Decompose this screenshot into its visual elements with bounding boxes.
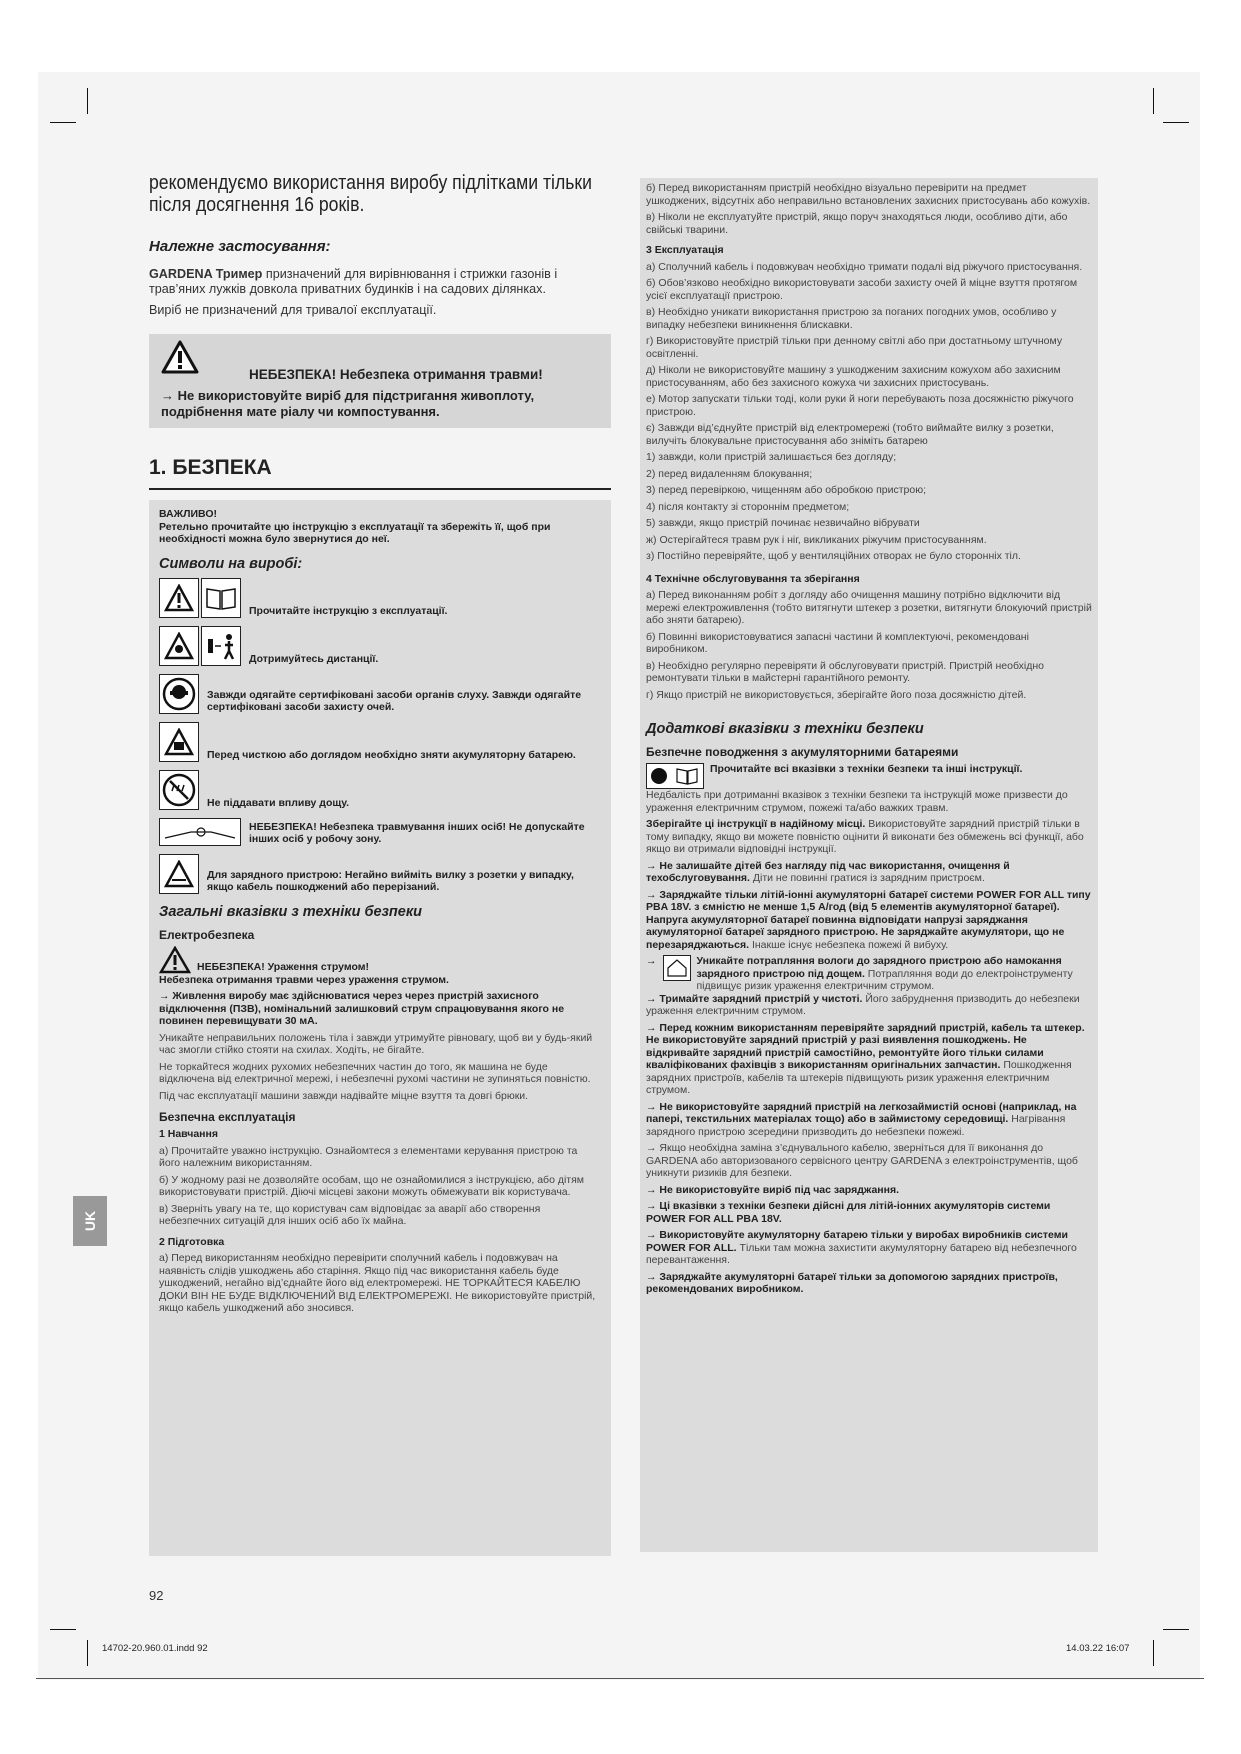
symbol-row bbox=[159, 674, 601, 714]
general-p1: Уникайте неправильних положень тіла і завжди утримуйте рівновагу, щоб ви у будь-який час змогли стійко стояти на схилах. Ходіть, не бігайте. bbox=[159, 1031, 593, 1056]
cable-text: → Якщо необхідна заміна з’єднувального кабелю, зверніться для її виконання до GARDENA або авторизованого сервісного центру GARDENA з електроінструментів, щоб уникнути ризиків для безпеки. bbox=[646, 1142, 1078, 1179]
crop-mark bbox=[87, 88, 88, 114]
warning-triangle-icon bbox=[161, 340, 199, 374]
safe-op-heading: Безпечна експлуатація bbox=[159, 1110, 296, 1124]
symbol-row bbox=[159, 722, 601, 762]
electro-danger-row bbox=[159, 946, 601, 974]
slug-filename: 14702-20.960.01.indd 92 bbox=[102, 1643, 208, 1654]
operation-item: е) Мотор запускати тільки тоді, коли руки й ноги перебувають поза досяжністю ріжучого пристрою. bbox=[646, 393, 1074, 418]
language-tab: UK bbox=[73, 1196, 107, 1246]
prep-heading: 2 Підготовка bbox=[159, 1235, 225, 1248]
crop-mark bbox=[1163, 122, 1189, 123]
symbol-row bbox=[159, 578, 601, 618]
crop-mark bbox=[87, 1640, 88, 1666]
usage-heading: Належне застосування: bbox=[149, 238, 331, 255]
operation-item: 1) завжди, коли пристрій залишається без догляду; bbox=[646, 451, 897, 463]
electro-rcd: → Живлення виробу має здійснюватися через через пристрій захисного відключення (ПЗВ), номінальний залишковий струм спрацювування якого не повинен перевищувати 30 мА. bbox=[159, 990, 565, 1027]
maint-item: в) Необхідно регулярно перевіряти й обслуговувати пристрій. Пристрій необхідно ремонтувати тільки в майстерні гарантійного ремонту. bbox=[646, 659, 1044, 684]
symbol-text: Для зарядного пристрою: Негайно вийміть вилку з розетки у випадку, якщо кабель пошкоджений або перерізаний. bbox=[207, 868, 574, 893]
section-title: 1. БЕЗПЕКА bbox=[149, 456, 611, 490]
keep-distance-icon bbox=[201, 626, 241, 666]
symbol-text: Завжди одягайте сертифіковані засоби органів слуху. Завжди одягайте сертифіковані засоби захисту очей. bbox=[207, 688, 582, 713]
extra-heading: Додаткові вказівки з техніки безпеки bbox=[646, 721, 924, 737]
symbol-text: НЕБЕЗПЕКА! Небезпека травмування інших осіб! Не допускайте інших осіб у робочу зону. bbox=[249, 820, 585, 845]
read-all-row bbox=[646, 763, 1092, 789]
no-moisture-icon bbox=[663, 955, 691, 981]
symbol-row bbox=[159, 770, 601, 810]
use-only-text: → Використовуйте акумуляторну батарею тільки у виробах виробників системи POWER FOR ALL. Тільки там можна захистити акумуляторну батарею від небезпечного перевантаження. bbox=[646, 1229, 1077, 1266]
general-p3: Під час експлуатації машини завжди надівайте міцне взуття та довгі брюки. bbox=[159, 1089, 529, 1102]
slug-rule bbox=[36, 1678, 1204, 1679]
symbol-text: Не піддавати впливу дощу. bbox=[207, 797, 350, 809]
prep-item: в) Ніколи не експлуатуйте пристрій, якщо поруч знаходяться люди, особливо діти, або свійські тварини. bbox=[646, 211, 1068, 236]
children-text: → Не залишайте дітей без нагляду під час використання, очищення й техобслуговування. Діти не повинні гратися із зарядним пристроєм. bbox=[646, 859, 1010, 884]
operation-item: г) Використовуйте пристрій тільки при денному світлі або при достатньому штучному освітленні. bbox=[646, 335, 1063, 360]
book-icon bbox=[201, 578, 241, 618]
symbol-text: Перед чисткою або доглядом необхідно зняти акумуляторну батарею. bbox=[207, 749, 576, 761]
symbols-heading: Символи на виробі: bbox=[159, 555, 303, 572]
operation-item: 3) перед перевіркою, чищенням або обробкою пристрою; bbox=[646, 484, 927, 496]
maint-item: б) Повинні використовуватися запасні частини й комплектуючі, рекомендовані виробником. bbox=[646, 630, 1029, 655]
danger-box bbox=[149, 334, 611, 428]
bystanders-icon bbox=[159, 818, 241, 846]
usage-text: GARDENA Тример призначений для вирівнювання і стрижки газонів і трав’яних лужків довкола приватних будинків і на садових ділянках. bbox=[149, 267, 558, 296]
moisture-row: → Уникайте потрапляння вологи до зарядного пристрою або намокання зарядного пристрою під дощем. Потрапляння води до електроінструменту підвищує ризик ураження електричним струмом. bbox=[646, 955, 1092, 993]
maint-heading: 4 Технічне обслуговування та зберігання bbox=[646, 572, 860, 585]
no-use-charge: → Не використовуйте виріб під час заряджання. bbox=[646, 1183, 900, 1196]
ear-eye-protection-icon bbox=[159, 674, 199, 714]
important-text: Ретельно прочитайте цю інструкцію з експлуатації та збережіть її, щоб при необхідності можна було звернутися до неї. bbox=[159, 520, 551, 545]
electro-sub: Небезпека отримання травми через ураження струмом. bbox=[159, 973, 449, 986]
remove-battery-icon bbox=[159, 722, 199, 762]
charger-unplug-icon bbox=[159, 854, 199, 894]
keep-text: Зберігайте ці інструкції в надійному місці. Використовуйте зарядний пристрій тільки в тому випадку, якщо ви можете повністю оцінити й виконати без обмежень всі функції, або якщо ви отримали відповідні інструкції. bbox=[646, 818, 1084, 855]
symbol-row bbox=[159, 818, 601, 846]
warning-triangle-icon bbox=[159, 946, 191, 974]
electro-heading: Електробезпека bbox=[159, 927, 255, 942]
crop-mark bbox=[50, 1629, 76, 1630]
symbol-text: Дотримуйтесь дистанції. bbox=[249, 653, 379, 665]
training-item: в) Зверніть увагу на те, що користувач сам відповідає за аварії або створення небезпечних ситуацій для інших осіб або їх майна. bbox=[159, 1202, 541, 1227]
check-text: → Перед кожним використанням перевіряйте зарядний пристрій, кабель та штекер. Не використовуйте зарядний пристрій у разі виявлення пошкоджень. Не відкривайте зарядний пристрій самостійно, ремонтуйте його тільки силами кваліфікованих фахівців з використанням оригінальних запчастин. Пошкодження зарядних пристроїв, кабелів та штекерів підвищують ризик ураження електричним струмом. bbox=[646, 1021, 1085, 1096]
battery-heading: Безпечне поводження з акумуляторними батареями bbox=[646, 745, 959, 759]
flammable-text: → Не використовуйте зарядний пристрій на легкозаймистій основі (наприклад, на папері, текстильних матеріалах тощо) або в займистому середовищі. Нагрівання зарядного пристрою зсередини призводить до небезпеки пожежі. bbox=[646, 1100, 1077, 1138]
crop-mark bbox=[1153, 88, 1154, 114]
general-p2: Не торкайтеся жодних рухомих небезпечних частин до того, як машина не буде відключена від електричної мережі, і небезпечні рухомі частини не зупиняться повністю. bbox=[159, 1060, 591, 1085]
operation-item: 4) після контакту зі стороннім предметом; bbox=[646, 500, 850, 513]
read-manual-icon bbox=[646, 763, 704, 789]
symbol-text: Прочитайте інструкцію з експлуатації. bbox=[249, 605, 448, 617]
prep-item: б) Перед використанням пристрій необхідно візуально перевірити на предмет ушкоджених, відсутніх або неправильно встановлених захисних пристосувань або кожухів. bbox=[646, 182, 1091, 207]
crop-mark bbox=[1153, 1640, 1154, 1666]
clean-text: → Тримайте зарядний пристрій у чистоті. Його забруднення призводить до небезпеки ураження електричним струмом. bbox=[646, 992, 1080, 1017]
symbol-row bbox=[159, 626, 601, 666]
operation-item: з) Постійно перевіряйте, щоб у вентиляційних отворах не було сторонніх тіл. bbox=[646, 550, 1021, 562]
read-all-text: Прочитайте всі вказівки з техніки безпеки та інші інструкції. bbox=[710, 763, 1023, 775]
danger-title: НЕБЕЗПЕКА! Небезпека отримання травми! bbox=[249, 367, 543, 382]
operation-item: а) Сполучний кабель і подовжувач необхідно тримати подалі від ріжучого пристосування. bbox=[646, 260, 1083, 273]
operation-item: 2) перед видаленням блокування; bbox=[646, 467, 813, 480]
prep-item: а) Перед використанням необхідно перевірити сполучний кабель і подовжувач на наявність слідів ушкоджень або старіння. Якщо під час використання кабель буде ушкоджений, негайно від’єднайте його від електромережі. НЕ ТОРКАЙТЕСЯ КАБЕЛЮ ДОКИ ВІН НЕ БУДЕ ВІДКЛЮЧЕНИЙ ВІД ЕЛЕКТРОМЕРЕЖІ. Не використовуйте пристрій, якщо кабель ушкоджений або зносився. bbox=[159, 1252, 596, 1314]
training-item: б) У жодному разі не дозволяйте особам, що не ознайомилися з інструкцією, або дітям використовувати пристрій. Діючі місцеві закони можуть обмежувати вік користувача. bbox=[159, 1173, 584, 1198]
maint-item: а) Перед виконанням робіт з догляду або очищення машину потрібно відключити від мережі електроживлення (тобто витягнути штекер з розетки, витягнути блокуючий пристрій або зняти батарею). bbox=[646, 589, 1092, 626]
operation-item: ж) Остерігайтеся травм рук і ніг, викликаних ріжучим пристосуванням. bbox=[646, 533, 987, 546]
symbol-row bbox=[159, 854, 601, 894]
crop-mark bbox=[50, 122, 76, 123]
danger-text: → Не використовуйте виріб для підстригання живоплоту, подрібнення мате ріалу чи компостування. bbox=[161, 388, 535, 419]
training-heading: 1 Навчання bbox=[159, 1128, 218, 1140]
training-item: а) Прочитайте уважно інструкцію. Ознайомтеся з елементами керування пристрою та його належним використанням. bbox=[159, 1144, 578, 1169]
safety-box bbox=[149, 500, 611, 1556]
charge-only-text: → Заряджайте акумуляторні батареї тільки за допомогою зарядних пристроїв, рекомендованих виробником. bbox=[646, 1270, 1058, 1295]
important-title: ВАЖЛИВО! bbox=[159, 508, 218, 520]
page-number: 92 bbox=[149, 1588, 164, 1603]
operation-item: 5) завжди, якщо пристрій починає незвичайно вібрувати bbox=[646, 517, 920, 529]
neglect-text: Недбалість при дотриманні вказівок з техніки безпеки та інструкцій може призвести до ураження електричним струмом, пожежі та/або важких травм. bbox=[646, 789, 1068, 814]
operation-item: д) Ніколи не використовуйте машину з ушкодженим захисним кожухом або захисним пристосуванням, або без захисного кожуха чи захисних пристосувань. bbox=[646, 364, 1061, 389]
warning-icon bbox=[159, 626, 199, 666]
li-ion-text: → Ці вказівки з техніки безпеки дійсні для літій-іонних акумуляторів системи POWER FOR ALL PBA 18V. bbox=[646, 1200, 1051, 1225]
moisture-text: Уникайте потрапляння вологи до зарядного пристрою або намокання зарядного пристрою під дощем. Потрапляння води до електроінструменту підвищує ризик ураження електричним струмом. bbox=[696, 955, 1073, 992]
intro-text: рекомендуємо використання виробу підлітками тільки після досягнення 16 років. bbox=[149, 171, 592, 216]
maint-item: г) Якщо пристрій не використовується, зберігайте його поза досяжністю дітей. bbox=[646, 688, 1027, 701]
operation-item: б) Обов’язково необхідно використовувати засоби захисту очей й міцне взуття протягом усієї експлуатації пристрою. bbox=[646, 277, 1078, 302]
operation-item: є) Завжди від’єднуйте пристрій від електромережі (тобто виймайте вилку з розетки, вилучіть блокувальне пристосування або зніміть батарею bbox=[646, 422, 1054, 447]
slug-date: 14.03.22 16:07 bbox=[1066, 1643, 1130, 1654]
warning-icon bbox=[159, 578, 199, 618]
operation-heading: 3 Експлуатація bbox=[646, 244, 724, 256]
charge-text: → Заряджайте тільки літій-іонні акумуляторні батареї системи POWER FOR ALL типу PBA 18V. з ємністю не менше 1,5 А/год (від 5 елементів акумуляторної батареї). Напруга акумуляторної батареї повинна відповідати напрузі заряджання акумуляторної батареї зарядного пристрою. Не заряджайте акумулятори, що не перезаряджаються. Інакше існує небезпека пожежі й вибуху. bbox=[646, 888, 1091, 951]
electro-danger-title: НЕБЕЗПЕКА! Ураження струмом! bbox=[197, 961, 370, 973]
crop-mark bbox=[1163, 1629, 1189, 1630]
no-rain-icon bbox=[159, 770, 199, 810]
right-column bbox=[640, 178, 1098, 1552]
operation-item: в) Необхідно уникати використання пристрою за поганих погодних умов, особливо у випадку небезпеки виникнення блискавки. bbox=[646, 306, 1057, 331]
usage-note: Виріб не призначений для тривалої експлуатації. bbox=[149, 303, 437, 317]
general-heading: Загальні вказівки з техніки безпеки bbox=[159, 903, 423, 920]
left-column bbox=[149, 172, 611, 1556]
